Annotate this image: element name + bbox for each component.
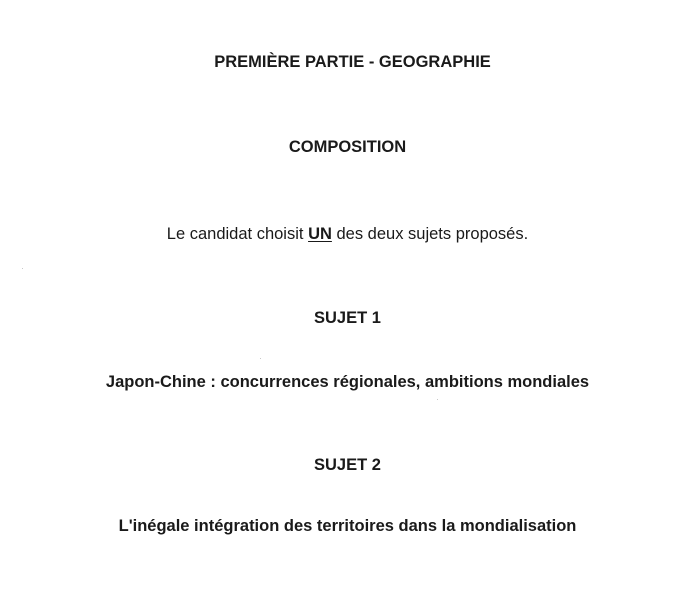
subject-2-heading: SUJET 2 <box>314 456 381 474</box>
scan-speck <box>260 358 261 359</box>
subject-1-heading: SUJET 1 <box>314 309 381 327</box>
subject-1-title: Japon-Chine : concurrences régionales, ambitions mondiales <box>105 373 590 391</box>
instruction-text <box>0 226 695 243</box>
subject-2-title: L'inégale intégration des territoires dans la mondialisation <box>118 517 577 535</box>
instruction-after: des deux sujets proposés. <box>331 225 529 243</box>
instruction-emphasis: UN <box>308 225 332 243</box>
instruction-before: Le candidat choisit <box>166 225 309 243</box>
part-title: PREMIÈRE PARTIE - GEOGRAPHIE <box>214 53 491 71</box>
section-title: COMPOSITION <box>288 138 407 156</box>
scan-speck <box>437 399 438 400</box>
scan-speck <box>22 268 23 269</box>
